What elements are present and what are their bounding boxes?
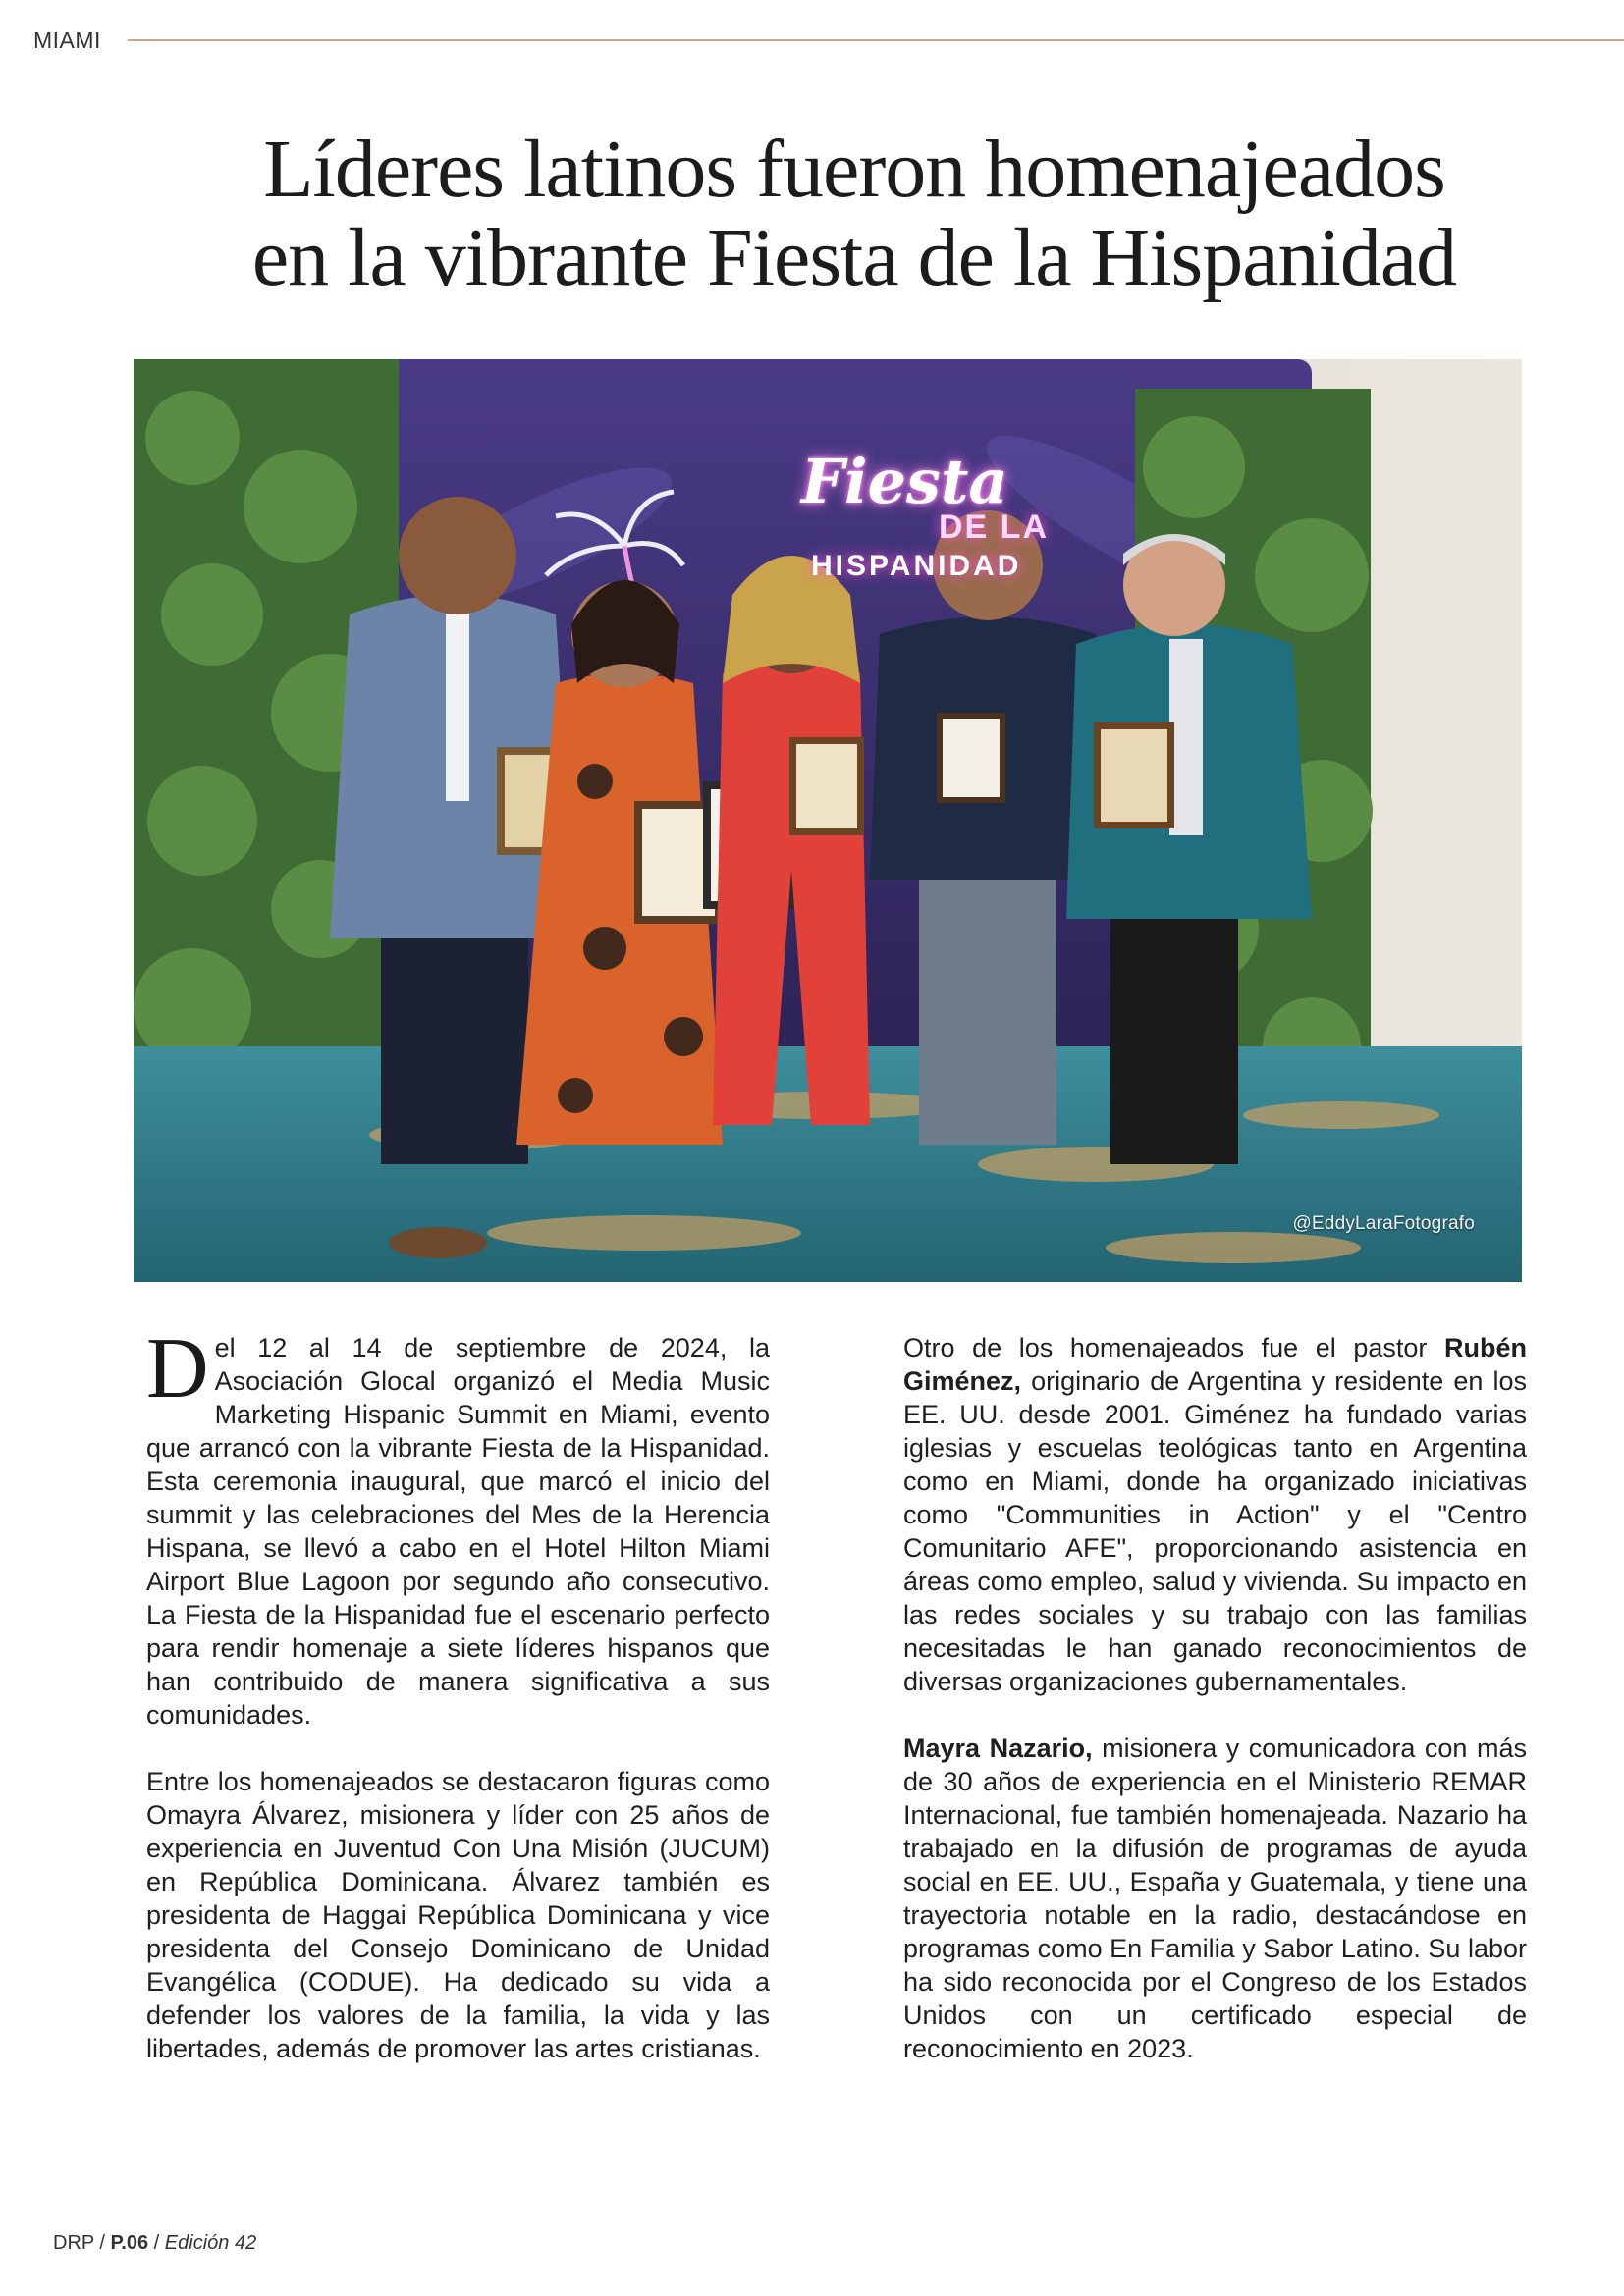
honoree-name-mayra: Mayra Nazario, — [903, 1734, 1093, 1763]
article-paragraph-4 — [903, 1732, 1527, 2065]
section-divider — [128, 39, 1624, 41]
honoree-name-ruben: Rubén Giménez, — [903, 1333, 1527, 1396]
drop-cap: D — [146, 1321, 209, 1416]
page-footer — [53, 2232, 256, 2255]
paragraph-1-text: el 12 al 14 de septiembre de 2024, la Asociación Glocal organizó el Media Music Marketing Hispanic Summit en Miami, evento que arrancó con la vibrante Fiesta de la Hispanidad. Esta ceremonia inaugural, que marcó el inicio del summit y las celebraciones del Mes de la Herencia Hispana, se llevó a cabo en el Hotel Hilton Miami Airport Blue Lagoon por segundo año consecutivo. La Fiesta de la Hispanidad fue el escenario perfecto para rendir homenaje a siete líderes hispanos que han contribuido de manera significativa a sus comunidades. — [146, 1333, 770, 1730]
banner-subtitle-1: DE LA — [939, 508, 1049, 546]
paragraph-3-text: originario de Argentina y residente en los EE. UU. desde 2001. Giménez ha fundado varias iglesias y escuelas teológicas tanto en Argentina como en Miami, donde ha organizado iniciativas como "Communities in Action" y el "Centro Comunitario AFE", proporcionando asistencia en áreas como empleo, salud y vivienda. Su impacto en las redes sociales y su trabajo con las familias necesitadas le han ganado reconocimientos de diversas organizaciones gubernamentales. — [903, 1366, 1527, 1696]
footer-separator-1: / — [93, 2232, 111, 2254]
article-headline — [128, 126, 1581, 302]
footer-publication: DRP — [53, 2232, 94, 2254]
footer-edition: Edición 42 — [164, 2232, 257, 2254]
article-paragraph-2: Entre los homenajeados se destacaron figuras como Omayra Álvarez, misionera y líder con 25 años de experiencia en Juventud Con Una Misión (JUCUM) en República Dominicana. Álvarez también es presidenta de Haggai República Dominicana y vice presidenta del Consejo Dominicano de Unidad Evangélica (CODUE). Ha dedicado su vida a defender los valores de la familia, la vida y las libertades, además de promover las artes cristianas. — [146, 1767, 770, 2063]
article-column-right — [903, 1331, 1527, 2099]
headline-line-2: en la vibrante Fiesta de la Hispanidad — [251, 212, 1457, 303]
paragraph-4-text: misionera y comunicadora con más de 30 años de experiencia en el Ministerio REMAR Internacional, fue también homenajeada. Nazario ha trabajado en la difusión de programas de ayuda social en EE. UU., España y Guatemala, y tiene una trayectoria notable en la radio, destacándose en programas como En Familia y Sabor Latino. Su labor ha sido reconocida por el Congreso de los Estados Unidos con un certificado especial de reconocimiento en 2023. — [903, 1734, 1527, 2063]
event-photo — [134, 359, 1522, 1282]
footer-separator-2: / — [148, 2232, 165, 2254]
paragraph-3-lead: Otro de los homenajeados fue el pastor — [903, 1333, 1444, 1362]
photo-credit: @EddyLaraFotografo — [1292, 1213, 1475, 1234]
banner-title: Fiesta — [801, 446, 1008, 517]
article-column-left — [146, 1321, 770, 2099]
section-label: MIAMI — [33, 27, 101, 53]
headline-line-1: Líderes latinos fueron homenajeados — [263, 124, 1445, 215]
article-paragraph-3 — [903, 1331, 1527, 1698]
footer-page-number: P.06 — [110, 2232, 149, 2254]
banner-subtitle-2: HISPANIDAD — [811, 550, 1022, 582]
article-paragraph-1 — [146, 1321, 770, 1732]
